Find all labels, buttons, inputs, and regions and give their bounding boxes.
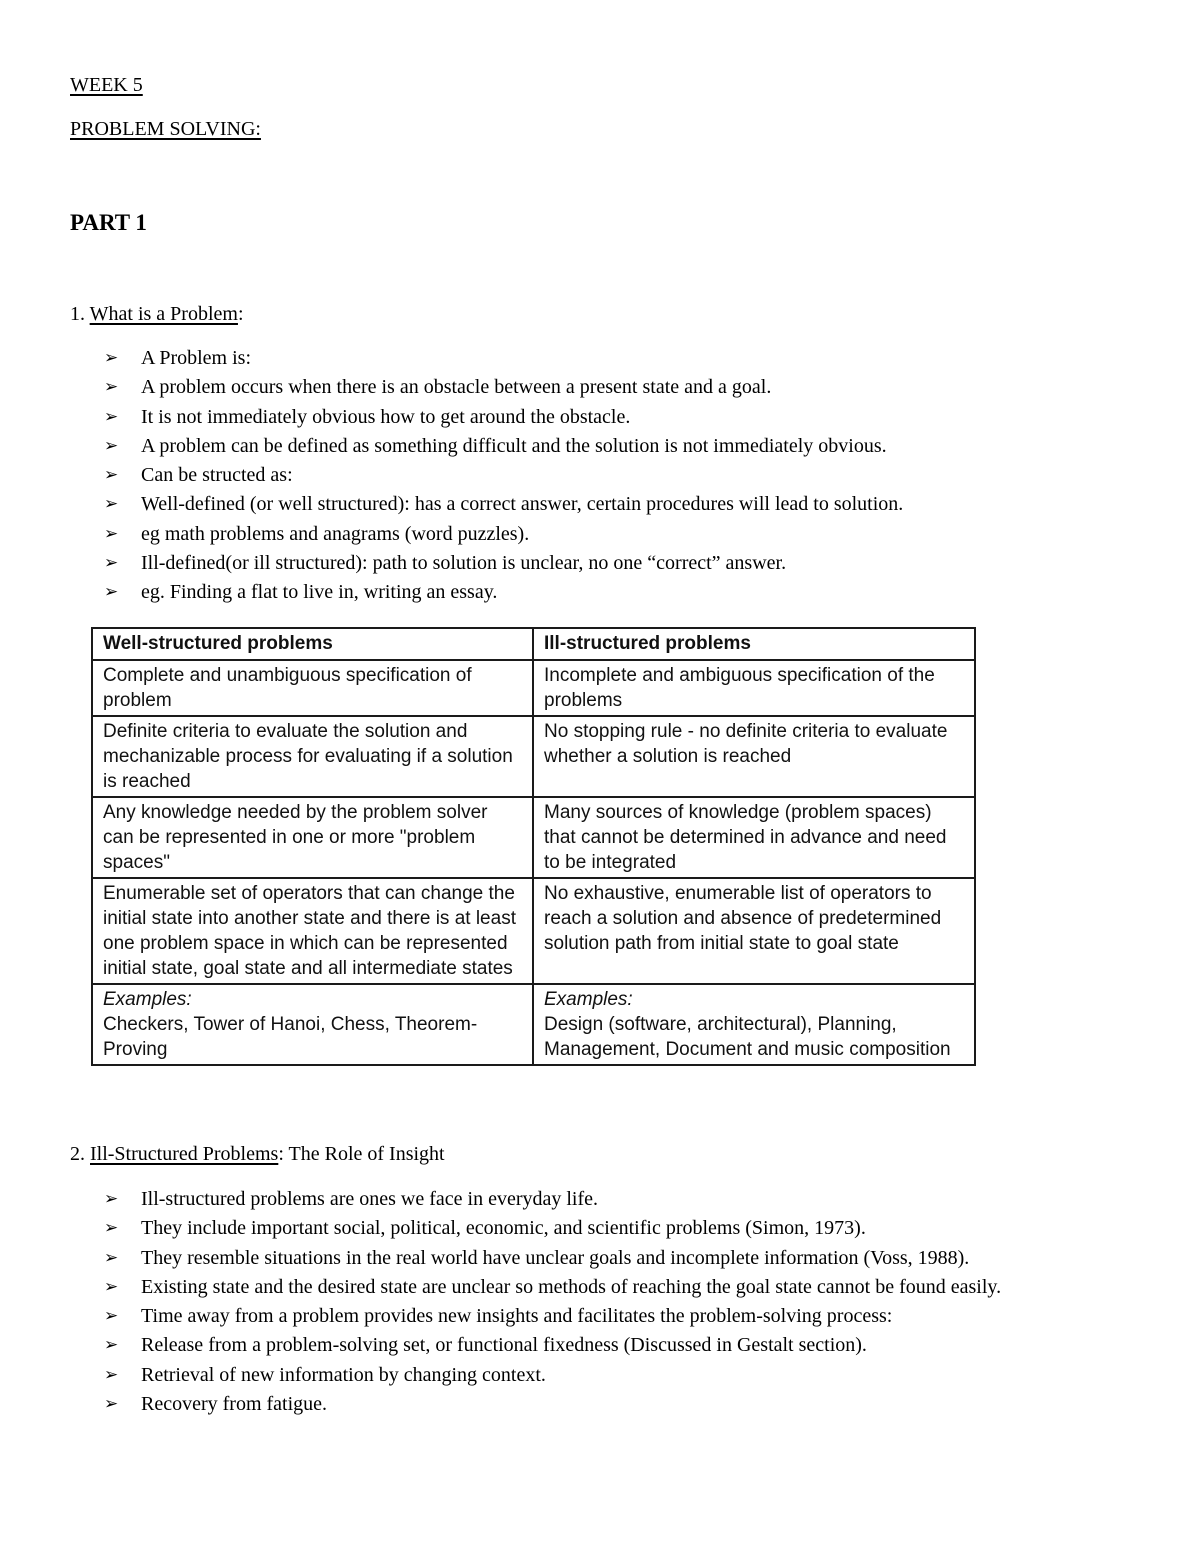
list-item [104, 1214, 1144, 1243]
list-item [104, 520, 1144, 549]
list-item [104, 344, 1144, 373]
arrowhead-bullet-icon: ➢ [104, 1306, 119, 1327]
table-cell: Definite criteria to evaluate the solution and mechanizable process for evaluating if a solution is reached [92, 716, 533, 797]
arrowhead-bullet-icon: ➢ [104, 523, 119, 544]
list-item [104, 1273, 1144, 1302]
section-1-title-text: What is a Problem [89, 303, 238, 325]
header-ill-structured: Ill-structured problems [533, 628, 975, 660]
list-item-text: Time away from a problem provides new insights and facilitates the problem-solving process: [141, 1305, 893, 1328]
list-item-text: Ill-defined(or ill structured): path to solution is unclear, no one “correct” answer. [141, 552, 787, 575]
section-2-title-suffix: : The Role of Insight [278, 1143, 445, 1165]
table-cell: Enumerable set of operators that can change the initial state into another state and there is at least one problem space in which can be represented initial state, goal state and all intermediate states [92, 878, 533, 984]
section-2-bullet-list [104, 1185, 1144, 1419]
list-item [104, 549, 1144, 578]
table-row [92, 660, 975, 716]
examples-cell-ill-structured [533, 984, 975, 1065]
list-item [104, 461, 1144, 490]
arrowhead-bullet-icon: ➢ [104, 465, 119, 486]
arrowhead-bullet-icon: ➢ [104, 377, 119, 398]
table-row [92, 797, 975, 878]
list-item-text: A problem can be defined as something difficult and the solution is not immediately obvious. [141, 434, 887, 457]
list-item-text: It is not immediately obvious how to get around the obstacle. [141, 405, 631, 428]
arrowhead-bullet-icon: ➢ [104, 1335, 119, 1356]
list-item-text: Recovery from fatigue. [141, 1393, 328, 1416]
table-cell: No stopping rule - no definite criteria to evaluate whether a solution is reached [533, 716, 975, 797]
list-item [104, 1244, 1144, 1273]
list-item-text: eg math problems and anagrams (word puzzles). [141, 522, 530, 545]
examples-label: Examples: [103, 989, 192, 1010]
arrowhead-bullet-icon: ➢ [104, 494, 119, 515]
section-1-title-suffix: : [237, 303, 244, 325]
arrowhead-bullet-icon: ➢ [104, 553, 119, 574]
arrowhead-bullet-icon: ➢ [104, 1394, 119, 1415]
arrowhead-bullet-icon: ➢ [104, 406, 119, 427]
table-row-examples [92, 984, 975, 1065]
list-item-text: They resemble situations in the real world have unclear goals and incomplete information (Voss, 1988). [141, 1246, 970, 1269]
list-item [104, 1302, 1144, 1331]
table-cell: Any knowledge needed by the problem solver can be represented in one or more "problem spaces" [92, 797, 533, 878]
problem-comparison-table [91, 627, 976, 1066]
arrowhead-bullet-icon: ➢ [104, 1189, 119, 1209]
list-item-text: They include important social, political, economic, and scientific problems (Simon, 1973). [141, 1217, 866, 1240]
list-item [104, 403, 1144, 432]
examples-text: Design (software, architectural), Planning, Management, Document and music composition [544, 1014, 951, 1060]
arrowhead-bullet-icon: ➢ [104, 348, 119, 368]
list-item-text: Can be structed as: [141, 464, 293, 487]
list-item-text: eg. Finding a flat to live in, writing an essay. [141, 581, 498, 604]
section-2-number: 2. [70, 1143, 85, 1165]
examples-text: Checkers, Tower of Hanoi, Chess, Theorem-Proving [103, 1014, 478, 1060]
week-heading: WEEK 5 [70, 74, 143, 96]
list-item-text: Existing state and the desired state are unclear so methods of reaching the goal state cannot be found easily. [141, 1275, 1002, 1298]
arrowhead-bullet-icon: ➢ [104, 1364, 119, 1385]
arrowhead-bullet-icon: ➢ [104, 435, 119, 456]
list-item-text: A Problem is: [141, 347, 252, 369]
list-item [104, 1185, 1144, 1214]
table-cell: Many sources of knowledge (problem spaces) that cannot be determined in advance and need to be integrated [533, 797, 975, 878]
list-item [104, 490, 1144, 519]
arrowhead-bullet-icon: ➢ [104, 582, 119, 603]
table-row [92, 716, 975, 797]
subject-heading: PROBLEM SOLVING: [70, 118, 261, 140]
list-item-text: A problem occurs when there is an obstacle between a present state and a goal. [141, 376, 772, 399]
list-item [104, 578, 1144, 607]
examples-label: Examples: [544, 989, 633, 1010]
list-item [104, 1390, 1144, 1419]
arrowhead-bullet-icon: ➢ [104, 1247, 119, 1268]
list-item-text: Retrieval of new information by changing context. [141, 1363, 546, 1386]
section-2-title [70, 1142, 445, 1166]
list-item-text: Release from a problem-solving set, or functional fixedness (Discussed in Gestalt section). [141, 1334, 867, 1357]
arrowhead-bullet-icon: ➢ [104, 1276, 119, 1297]
section-1-number: 1. [70, 303, 85, 325]
part-heading: PART 1 [70, 210, 147, 235]
arrowhead-bullet-icon: ➢ [104, 1218, 119, 1239]
list-item [104, 1331, 1144, 1360]
section-1-bullet-list [104, 344, 1144, 608]
header-well-structured: Well-structured problems [92, 628, 533, 660]
list-item-text: Well-defined (or well structured): has a correct answer, certain procedures will lead to solution. [141, 493, 904, 516]
list-item-text: Ill-structured problems are ones we face in everyday life. [141, 1188, 599, 1210]
examples-cell-well-structured [92, 984, 533, 1065]
section-2-title-text: Ill-Structured Problems [90, 1143, 279, 1165]
section-1-title [70, 302, 244, 326]
table-header-row [92, 628, 975, 660]
table-cell: Incomplete and ambiguous specification of the problems [533, 660, 975, 716]
list-item [104, 1361, 1144, 1390]
table-cell: Complete and unambiguous specification of problem [92, 660, 533, 716]
list-item [104, 432, 1144, 461]
table-row [92, 878, 975, 984]
list-item [104, 373, 1144, 402]
table-cell: No exhaustive, enumerable list of operators to reach a solution and absence of predetermined solution path from initial state to goal state [533, 878, 975, 984]
